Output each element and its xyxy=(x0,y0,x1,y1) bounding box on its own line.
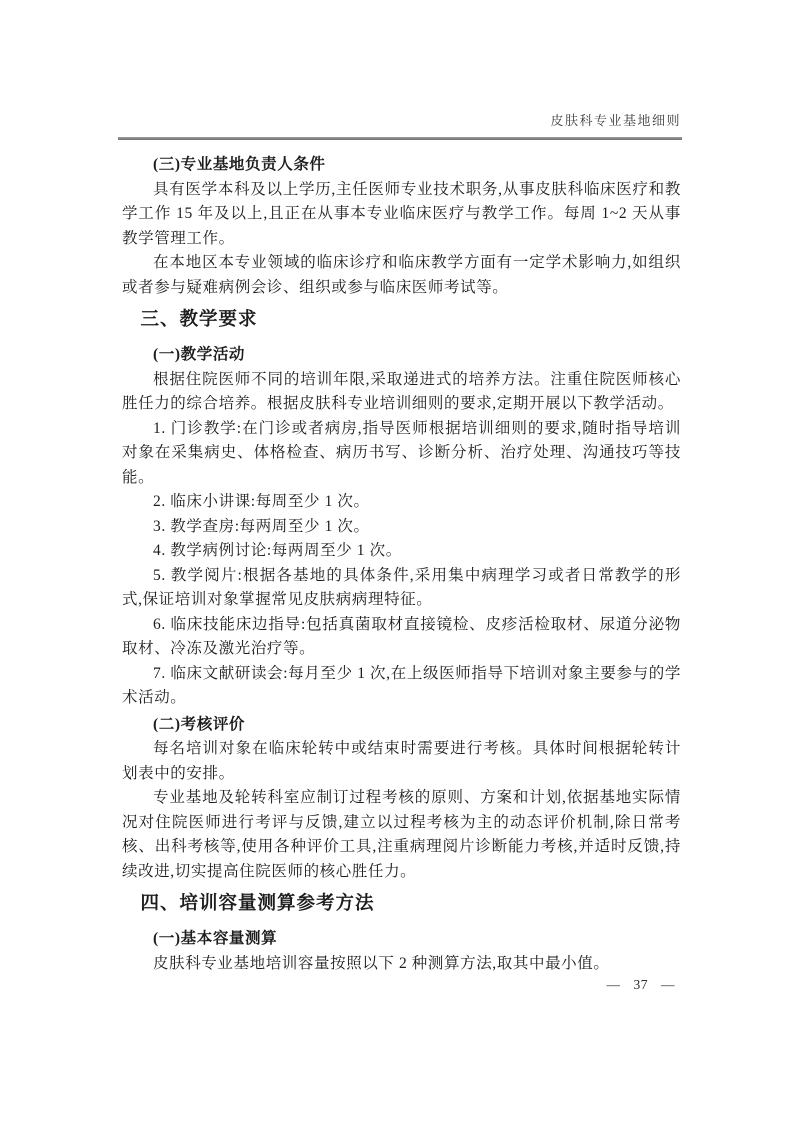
list-item: 2. 临床小讲课:每周至少 1 次。 xyxy=(153,493,370,510)
paragraph: 专业基地及轮转科室应制订过程考核的原则、方案和计划,依据基地实际情况对住院医师进行考评与反馈,建立以过程考核为主的动态评价机制,除日常考核、出科考核等,使用各种评价工具,注重病理阅片诊断能力考核,并适时反馈,持续改进,切实提高住院医师的核心胜任力。 xyxy=(122,789,681,880)
footer-right-dash: — xyxy=(661,977,675,992)
list-item: 4. 教学病例讨论:每两周至少 1 次。 xyxy=(153,542,402,559)
list-item: 3. 教学查房:每两周至少 1 次。 xyxy=(153,517,370,535)
page-footer xyxy=(607,976,676,994)
list-item: 5. 教学阅片:根据各基地的具体条件,采用集中病理学习或者日常教学的形式,保证培训对象掌握常见皮肤病病理特征。 xyxy=(122,566,681,608)
paragraph: 具有医学本科及以上学历,主任医师专业技术职务,从事皮肤科临床医疗和教学工作 15 年及以上,且正在从事本专业临床医疗与教学工作。每周 1~2 天从事教学管理工作。 xyxy=(122,180,681,247)
subsection-heading-teaching-activities: (一)教学活动 xyxy=(153,346,246,363)
running-header-title: 皮肤科专业基地细则 xyxy=(550,113,681,128)
list-item: 7. 临床文献研读会:每月至少 1 次,在上级医师指导下培训对象主要参与的学术活动。 xyxy=(122,664,681,706)
list-item: 1. 门诊教学:在门诊或者病房,指导医师根据培训细则的要求,随时指导培训对象在采集病史、体格检查、病历书写、诊断分析、治疗处理、沟通技巧等技能。 xyxy=(122,419,681,486)
paragraph: 在本地区本专业领域的临床诊疗和临床教学方面有一定学术影响力,如组织或者参与疑难病例会诊、组织或参与临床医师考试等。 xyxy=(122,254,681,296)
list-item: 6. 临床技能床边指导:包括真菌取材直接镜检、皮疹活检取材、尿道分泌物取材、冷冻及激光治疗等。 xyxy=(122,615,681,657)
document-body xyxy=(122,151,681,976)
subsection-heading-assessment-evaluation: (二)考核评价 xyxy=(153,715,246,733)
paragraph: 根据住院医师不同的培训年限,采取递进式的培养方法。注重住院医师核心胜任力的综合培养。根据皮肤科专业培训细则的要求,定期开展以下教学活动。 xyxy=(122,370,681,412)
paragraph: 每名培训对象在临床轮转中或结束时需要进行考核。具体时间根据轮转计划表中的安排。 xyxy=(122,740,681,782)
section-heading-capacity-calculation: 四、培训容量测算参考方法 xyxy=(140,894,375,914)
section-heading-teaching-requirements: 三、教学要求 xyxy=(140,310,258,330)
page-number: 37 xyxy=(633,977,648,992)
header-rule xyxy=(118,137,682,140)
subsection-heading-base-director-conditions: (三)专业基地负责人条件 xyxy=(153,156,326,173)
subsection-heading-basic-capacity: (一)基本容量测算 xyxy=(153,930,278,947)
paragraph: 皮肤科专业基地培训容量按照以下 2 种测算方法,取其中最小值。 xyxy=(153,954,610,972)
footer-left-dash: — xyxy=(606,977,621,992)
